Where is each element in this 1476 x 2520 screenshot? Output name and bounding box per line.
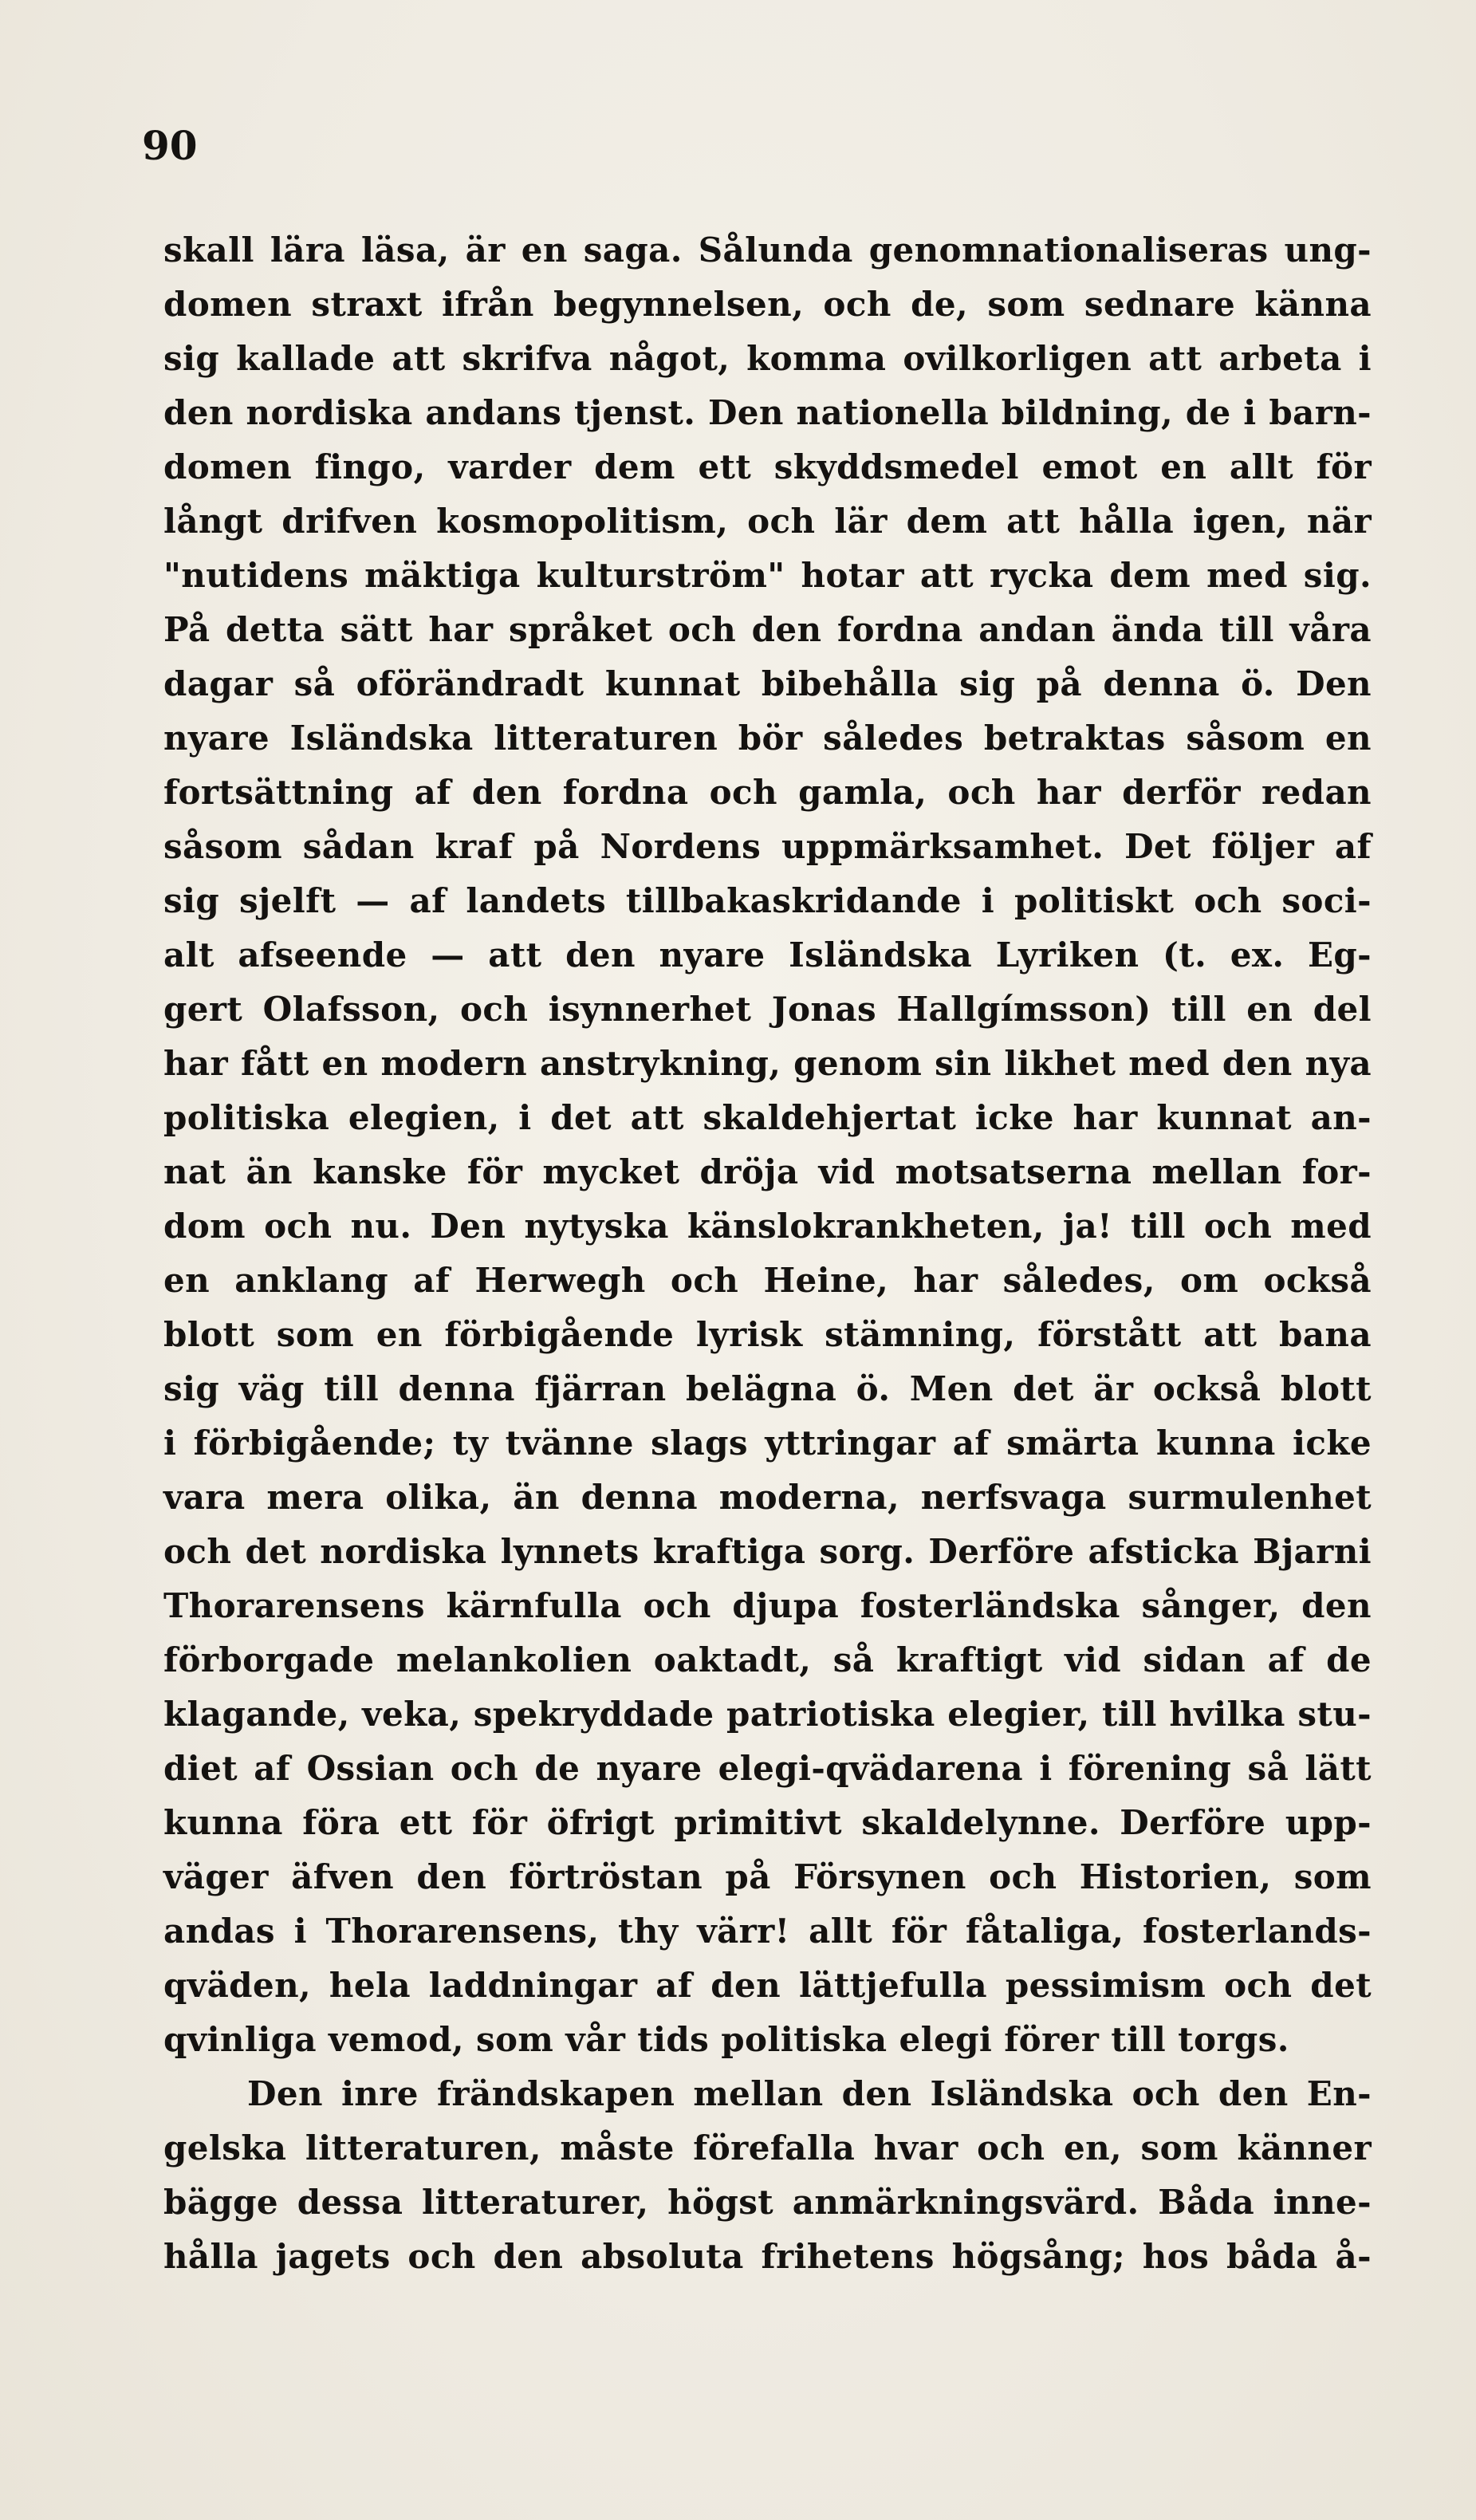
text-line: såsom sådan kraf på Nordens uppmärksamhet. Det följer af bbox=[163, 827, 1372, 866]
text-line: blott som en förbigående lyrisk stämning, förstått att bana bbox=[163, 1315, 1372, 1354]
body-text bbox=[163, 223, 1372, 2284]
text-line: dom och nu. Den nytyska känslokrankheten, ja! till och med bbox=[163, 1207, 1372, 1246]
text-line: skall lära läsa, är en saga. Sålunda genomnationaliseras ung- bbox=[163, 230, 1372, 270]
text-line: har fått en modern anstrykning, genom sin likhet med den nya bbox=[163, 1044, 1372, 1083]
text-line: qväden, hela laddningar af den lättjefulla pessimism och det bbox=[163, 1966, 1372, 2005]
text-line: vara mera olika, än denna moderna, nerfsvaga surmulenhet bbox=[163, 1478, 1372, 1517]
text-line: fortsättning af den fordna och gamla, och har derför redan bbox=[163, 773, 1372, 812]
text-line: gert Olafsson, och isynnerhet Jonas Hallgímsson) till en del bbox=[163, 990, 1372, 1029]
text-line: förborgade melankolien oaktadt, så kraftigt vid sidan af de bbox=[163, 1640, 1372, 1679]
text-line: långt drifven kosmopolitism, och lär dem att hålla igen, när bbox=[163, 502, 1372, 541]
text-line: nyare Isländska litteraturen bör således betraktas såsom en bbox=[163, 719, 1372, 758]
text-line: domen straxt ifrån begynnelsen, och de, som sednare känna bbox=[163, 285, 1372, 324]
text-line: "nutidens mäktiga kulturström" hotar att rycka dem med sig. bbox=[163, 556, 1372, 595]
text-line: och det nordiska lynnets kraftiga sorg. Derföre afsticka Bjarni bbox=[163, 1532, 1372, 1571]
text-line: andas i Thorarensens, thy värr! allt för fåtaliga, fosterlands- bbox=[163, 1912, 1372, 1951]
text-line: den nordiska andans tjenst. Den nationella bildning, de i barn- bbox=[163, 393, 1372, 432]
text-line: diet af Ossian och de nyare elegi-qvädarena i förening så lätt bbox=[163, 1749, 1372, 1788]
page-number: 90 bbox=[142, 122, 198, 169]
text-line: nat än kanske för mycket dröja vid motsatserna mellan for- bbox=[163, 1152, 1372, 1191]
text-line: hålla jagets och den absoluta frihetens högsång; hos båda å- bbox=[163, 2237, 1372, 2276]
text-line: domen fingo, varder dem ett skyddsmedel emot en allt för bbox=[163, 447, 1372, 486]
text-line: alt afseende — att den nyare Isländska Lyriken (t. ex. Eg- bbox=[163, 935, 1372, 975]
text-line: På detta sätt har språket och den fordna andan ända till våra bbox=[163, 610, 1372, 649]
text-line: gelska litteraturen, måste förefalla hvar och en, som känner bbox=[163, 2128, 1372, 2168]
text-line: kunna föra ett för öfrigt primitivt skaldelynne. Derföre upp- bbox=[163, 1803, 1372, 1842]
text-line: Thorarensens kärnfulla och djupa fosterländska sånger, den bbox=[163, 1586, 1372, 1625]
text-line: politiska elegien, i det att skaldehjertat icke har kunnat an- bbox=[163, 1098, 1372, 1137]
text-line: qvinliga vemod, som vår tids politiska elegi förer till torgs. bbox=[163, 2020, 1289, 2059]
text-line: Den inre frändskapen mellan den Isländska och den En- bbox=[247, 2074, 1372, 2113]
text-line: sig kallade att skrifva något, komma ovilkorligen att arbeta i bbox=[163, 339, 1372, 378]
text-line: dagar så oförändradt kunnat bibehålla sig på denna ö. Den bbox=[163, 664, 1372, 703]
text-line: sig väg till denna fjärran belägna ö. Men det är också blott bbox=[163, 1369, 1372, 1408]
text-line: i förbigående; ty tvänne slags yttringar af smärta kunna icke bbox=[163, 1423, 1372, 1463]
text-line: väger äfven den förtröstan på Försynen och Historien, som bbox=[163, 1857, 1372, 1896]
text-line: bägge dessa litteraturer, högst anmärkningsvärd. Båda inne- bbox=[163, 2183, 1372, 2222]
text-line: klagande, veka, spekryddade patriotiska elegier, till hvilka stu- bbox=[163, 1695, 1372, 1734]
text-line: en anklang af Herwegh och Heine, har således, om också bbox=[163, 1261, 1372, 1300]
text-line: sig sjelft — af landets tillbakaskridande i politiskt och soci- bbox=[163, 881, 1372, 920]
